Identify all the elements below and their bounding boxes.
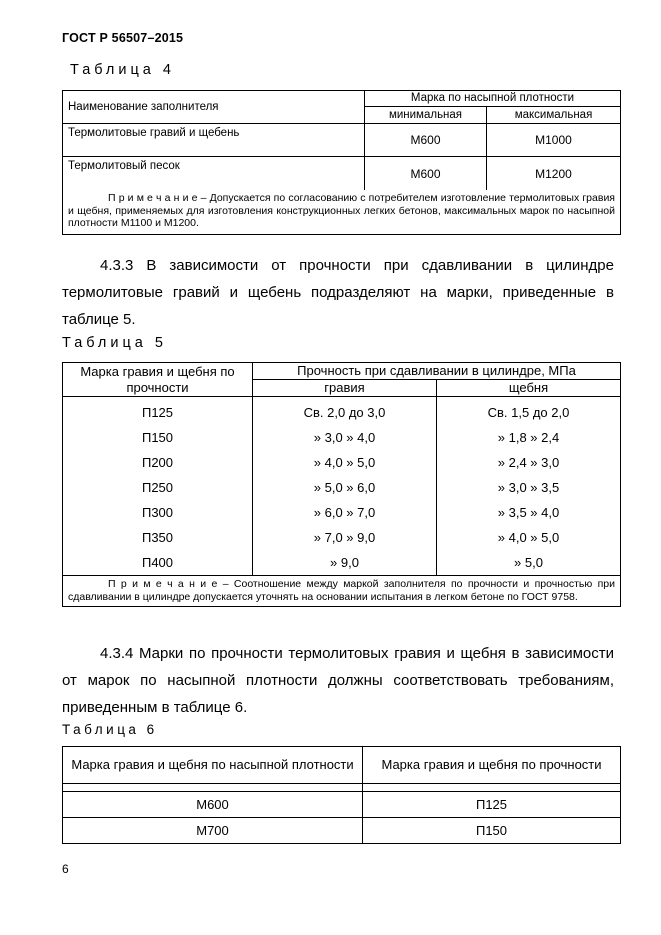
paragraph-4-3-3: 4.3.3 В зависимости от прочности при сдавливании в цилиндре термолитовые гравий и щебень подразделяют на марки, приведенные в таблице 5.: [62, 257, 614, 328]
paragraph-4-3-4: 4.3.4 Марки по прочности термолитовых гравия и щебня в зависимости от марок по насыпной плотности должны соответствовать требованиям, приведенным в таблице 6.: [62, 645, 614, 716]
table4-caption: Таблица 4: [70, 62, 175, 78]
table4-col-name-header: Наименование заполнителя: [63, 91, 365, 124]
table6-spacer: [363, 784, 621, 792]
table5-note-text: – Соотношение между маркой заполнителя по прочности и прочностью при сдавливании в цилиндре допускается уточнять на основании испытания в легком бетоне по ГОСТ 9758.: [68, 578, 615, 603]
table-row: [63, 397, 621, 426]
table-row: [63, 425, 621, 450]
table5-crushed: » 3,5 » 4,0: [437, 500, 621, 525]
table-row: [63, 450, 621, 475]
table-row: [63, 818, 621, 844]
table5-grade: П200: [63, 450, 253, 475]
table6-caption: Таблица 6: [62, 722, 158, 737]
table4-note: [63, 190, 621, 234]
table-row: [63, 525, 621, 550]
table5-grade: П150: [63, 425, 253, 450]
table4-col-min: минимальная: [365, 107, 487, 124]
table4: [62, 90, 621, 235]
table5-group-header: Прочность при сдавливании в цилиндре, МПа: [253, 363, 621, 380]
page-number: 6: [62, 862, 69, 876]
table5-grade: П300: [63, 500, 253, 525]
table5-grade: П350: [63, 525, 253, 550]
table5-crushed: » 2,4 » 3,0: [437, 450, 621, 475]
table4-row-min: М600: [365, 157, 487, 191]
table5-note-label: П р и м е ч а н и е: [108, 578, 218, 590]
table4-row-min: М600: [365, 124, 487, 157]
table4-row-name: Термолитовые гравий и щебень: [63, 124, 365, 157]
table6-spacer: [63, 784, 363, 792]
table6: [62, 746, 621, 844]
table5-gravel: » 5,0 » 6,0: [253, 475, 437, 500]
table5-gravel: » 3,0 » 4,0: [253, 425, 437, 450]
table6-col-strength-header: Марка гравия и щебня по прочности: [363, 747, 621, 784]
table5-note: [63, 576, 621, 607]
table4-note-text: – Допускается по согласованию с потребителем изготовление термолитовых гравия и щебня, применяемых для изготовления конструкционных легких бетонов, максимальных марок по насыпной плотности М1100 и М1200.: [68, 192, 615, 229]
table5-gravel: » 9,0: [253, 550, 437, 576]
table5-grade: П250: [63, 475, 253, 500]
table5-crushed: » 3,0 » 3,5: [437, 475, 621, 500]
table5: [62, 362, 621, 607]
table6-col-density-header: Марка гравия и щебня по насыпной плотности: [63, 747, 363, 784]
table4-group-header: Марка по насыпной плотности: [365, 91, 621, 107]
table5-gravel: » 4,0 » 5,0: [253, 450, 437, 475]
table5-crushed: » 4,0 » 5,0: [437, 525, 621, 550]
document-header: ГОСТ Р 56507–2015: [62, 31, 184, 45]
table-row: [63, 475, 621, 500]
table4-row-max: М1000: [487, 124, 621, 157]
table4-col-max: максимальная: [487, 107, 621, 124]
table5-grade: П125: [63, 397, 253, 426]
table4-row-max: М1200: [487, 157, 621, 191]
table5-crushed: » 5,0: [437, 550, 621, 576]
table5-gravel: » 7,0 » 9,0: [253, 525, 437, 550]
table5-crushed: Св. 1,5 до 2,0: [437, 397, 621, 426]
table-row: [63, 500, 621, 525]
table5-gravel: » 6,0 » 7,0: [253, 500, 437, 525]
table-row: [63, 792, 621, 818]
table-row: [63, 550, 621, 576]
table5-grade: П400: [63, 550, 253, 576]
table4-row-name: Термолитовый песок: [63, 157, 365, 191]
table5-caption: Таблица 5: [62, 335, 167, 351]
table5-gravel: Св. 2,0 до 3,0: [253, 397, 437, 426]
table6-density: М700: [63, 818, 363, 844]
table5-col-gravel: гравия: [253, 380, 437, 397]
table5-crushed: » 1,8 » 2,4: [437, 425, 621, 450]
table5-col-grade-header: Марка гравия и щебня по прочности: [63, 363, 253, 397]
table6-strength: П125: [363, 792, 621, 818]
table5-col-crushed: щебня: [437, 380, 621, 397]
table6-strength: П150: [363, 818, 621, 844]
table6-density: М600: [63, 792, 363, 818]
table4-note-label: П р и м е ч а н и е: [108, 192, 198, 204]
